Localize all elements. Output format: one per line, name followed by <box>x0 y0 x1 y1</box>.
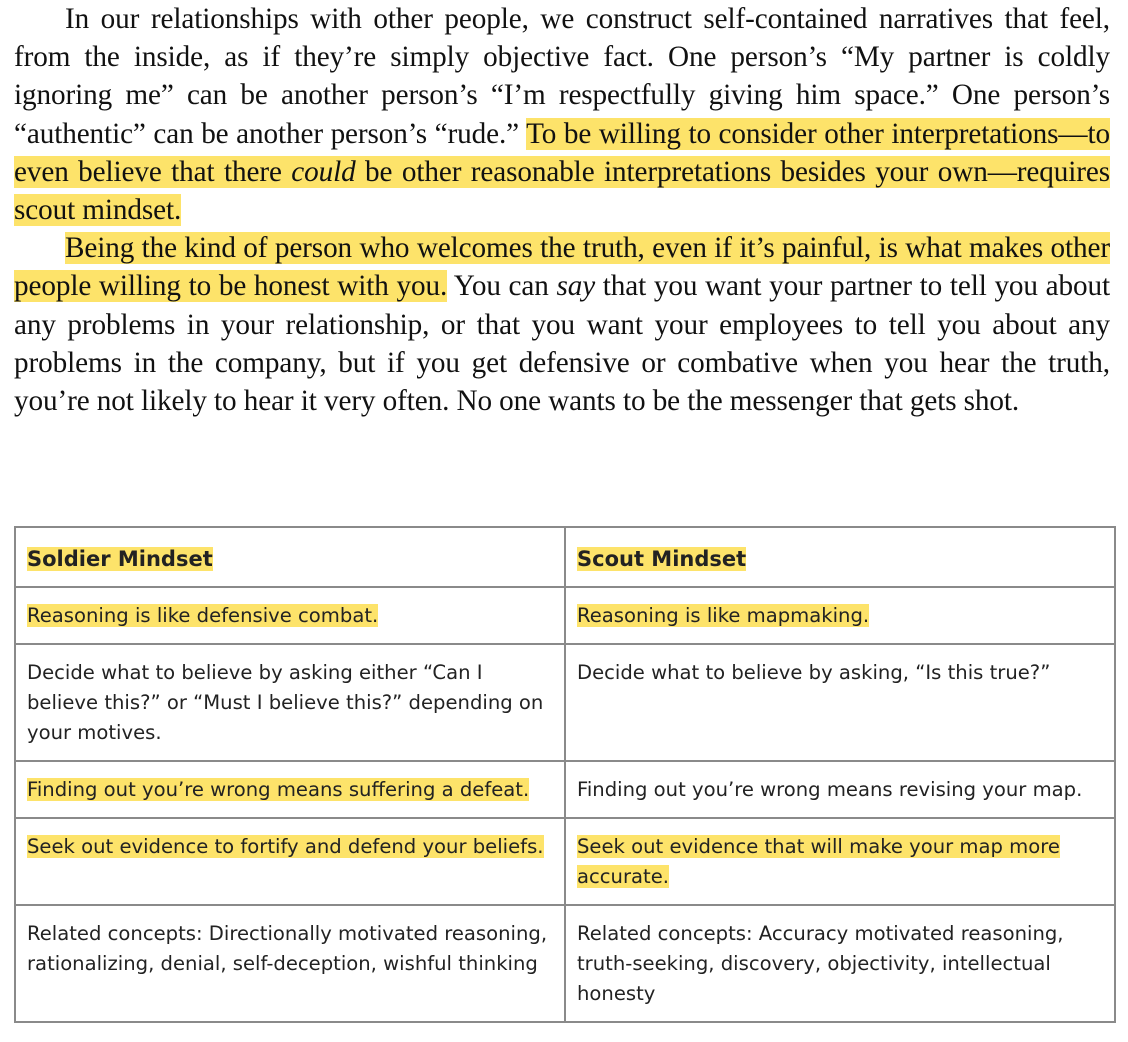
table-cell <box>565 818 1115 905</box>
header-soldier-mindset: Soldier Mindset <box>27 547 213 571</box>
header-scout-mindset: Scout Mindset <box>577 547 747 571</box>
cell-text-highlighted: Seek out evidence to fortify and defend your beliefs. <box>27 835 544 858</box>
cell-text-highlighted: Finding out you’re wrong means suffering a defeat. <box>27 778 530 801</box>
cell-text-highlighted: Reasoning is like defensive combat. <box>27 604 379 627</box>
cell-text: Decide what to believe by asking either “Can I believe this?” or “Must I believe this?” depending on your motives. <box>27 661 544 744</box>
header-cell-scout <box>565 527 1115 587</box>
paragraph-honesty <box>14 229 1110 420</box>
table-row <box>15 587 1115 644</box>
table-cell <box>565 587 1115 644</box>
paragraph-text: In our relationships with other people, we construct self-contained narratives that feel, from the inside, as if they’re simply objective fact. One person’s “My partner is coldly ignoring me” can be another person’s “I’m respectfully giving him space.” One person’s “authentic” can be another person’s “rude.” <box>14 3 1110 150</box>
paragraph-text: that you want your partner to tell you about any problems in your relationship, or that you want your employees to tell you about any problems in the company, but if you get defensive or combative when you hear the truth, you’re not likely to hear it very often. No one wants to be the messenger that gets shot. <box>14 270 1110 418</box>
table-row <box>15 818 1115 905</box>
highlighted-passage: Being the kind of person who welcomes the truth, even if it’s painful, is what makes other people willing to be honest with you. <box>14 232 1110 303</box>
book-text <box>14 0 1110 420</box>
cell-text-highlighted: Reasoning is like mapmaking. <box>577 604 870 627</box>
table-cell <box>15 587 565 644</box>
table-cell <box>15 644 565 761</box>
paragraph-relationships <box>14 0 1110 229</box>
cell-text: Related concepts: Accuracy motivated reasoning, truth-seeking, discovery, objectivity, intellectual honesty <box>577 922 1064 1005</box>
header-cell-soldier <box>15 527 565 587</box>
table-row <box>15 761 1115 818</box>
cell-text: Finding out you’re wrong means revising your map. <box>577 778 1083 801</box>
table-cell <box>565 644 1115 761</box>
table-cell <box>15 905 565 1022</box>
highlight-text: be other reasonable interpretations besides your own—requires scout mindset. <box>14 155 1110 227</box>
table-cell <box>15 761 565 818</box>
paragraph-text: You can <box>447 270 557 303</box>
table-row <box>15 905 1115 1022</box>
emphasis-say: say <box>556 270 596 303</box>
cell-text: Decide what to believe by asking, “Is this true?” <box>577 661 1051 684</box>
table-header-row <box>15 527 1115 587</box>
emphasis-could: could <box>291 155 356 188</box>
cell-text-highlighted: Seek out evidence that will make your map more accurate. <box>577 835 1060 888</box>
table-cell <box>565 905 1115 1022</box>
cell-text: Related concepts: Directionally motivated reasoning, rationalizing, denial, self-deception, wishful thinking <box>27 922 548 975</box>
table-row <box>15 644 1115 761</box>
table-cell <box>15 818 565 905</box>
highlight-text: To be willing to consider other interpretations—to even believe that there <box>14 117 1110 188</box>
table-cell <box>565 761 1115 818</box>
mindset-comparison-table <box>14 526 1116 1023</box>
